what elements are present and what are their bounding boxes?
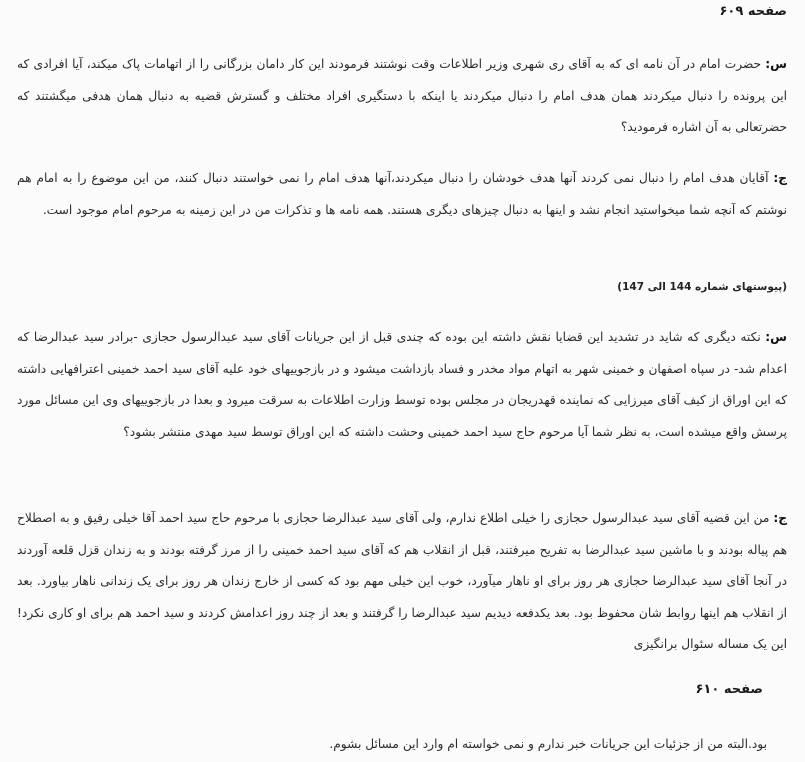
continuation-paragraph: [67, 729, 767, 761]
attachment-reference: (پیوستهای شماره 144 الی 147): [617, 281, 787, 293]
answer-paragraph: [17, 503, 787, 661]
continuation-text: بود.البته من از جزئیات این جریانات خبر ندارم و نمی خواسته ام وارد این مسائل بشوم.: [329, 737, 767, 751]
answer-paragraph: [17, 163, 787, 226]
question-marker: س:: [765, 57, 787, 71]
question-paragraph: [17, 322, 787, 448]
page-number-heading: صفحه ۶۰۹: [719, 4, 787, 19]
answer-text: آقایان هدف امام را دنبال نمی کردند آنها هدف خودشان را دنبال میکردند،آنها هدف امام را نمی خواستند دنبال کنند، من این موضوع را به امام هم نوشتم که آنچه شما میخواستید انجام نشد و اینها به دنبال چیزهای دیگری هستند. همه نامه ها و تذکرات من در این زمینه به مرحوم امام موجود است.: [17, 171, 787, 217]
question-paragraph: [17, 49, 787, 144]
answer-text: من این قضیه آقای سید عبدالرسول حجازی را خیلی اطلاع ندارم، ولی آقای سید عبدالرضا حجازی با مرحوم حاج سید احمد آقا خیلی رفیق و به اصطلاح هم پیاله بودند و با ماشین سید عبدالرضا به تفریح میرفتند، قبل از انقلاب هم که آقای سید احمد خمینی را از مرز گرفته بودند و به زندان قزل قلعه آوردند در آنجا آقای سید عبدالرضا حجازی هر روز برای او ناهار میآورد، خوب این خیلی مهم بود که کسی از خارج زندان هر روز برای یک زندانی ناهار بیاورد. بعد از انقلاب هم اینها روابط شان محفوظ بود. بعد یکدفعه دیدیم سید عبدالرضا را گرفتند و بعد از چند روز اعدامش کردند و سید احمد هم برای او کاری نکرد! این یک مساله سئوال برانگیزی: [17, 511, 787, 651]
answer-marker: ج:: [773, 171, 787, 185]
question-text: حضرت امام در آن نامه ای که به آقای ری شهری وزیر اطلاعات وقت نوشتند فرمودند این کار دامان بزرگانی را از اتهامات پاک میکند، آیا افرادی که این پرونده را دنبال میکردند همان هدف امام را دنبال میکردند یا اینکه با دستگیری افراد مختلف و گسترش قضیه به دنبال همان هدفی میگشتند که حضرتعالی به آن اشاره فرمودید؟: [17, 57, 787, 134]
answer-marker: ج:: [773, 511, 787, 525]
page-number-heading: صفحه ۶۱۰: [695, 682, 763, 697]
question-marker: س:: [765, 330, 787, 344]
question-text: نکته دیگری که شاید در تشدید این قضایا نقش داشته این بوده که چندی قبل از این جریانات آقای سید عبدالرسول حجازی -برادر سید عبدالرضا که اعدام شد- در سپاه اصفهان و خمینی شهر به اتهام مواد مخدر و فساد بازداشت میشود و در بازجوییهای خود علیه آقای سید احمد خمینی اعترافهایی داشته که این اوراق از کیف آقای میرزایی که نماینده قهدریجان در مجلس بوده توسط وزارت اطلاعات به سرقت میرود و بعدا در بازجوییهای وی این مسائل مورد پرسش واقع میشده است، به نظر شما آیا مرحوم حاج سید احمد خمینی وحشت داشته که این اوراق توسط سید مهدی منتشر بشود؟: [17, 330, 787, 439]
